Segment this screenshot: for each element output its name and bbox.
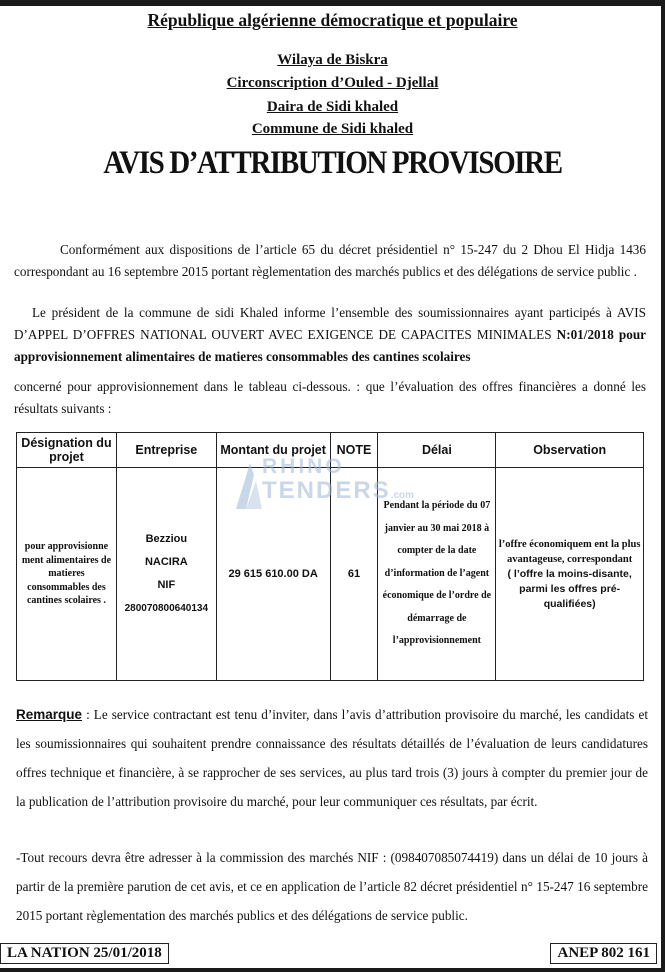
header-montant: Montant du projet [216, 433, 330, 468]
header-delai: Délai [378, 433, 496, 468]
announcement-paragraph [14, 302, 646, 368]
commune-heading: Commune de Sidi khaled [251, 121, 414, 137]
anep-reference: ANEP 802 161 [550, 943, 657, 964]
entreprise-nif-label: NIF [157, 579, 176, 591]
cell-delai: Pendant la période du 07 janvier au 30 mai 2018 à compter de la date d’information de l’agent économique de l’ordre de démarrage de l’approvisionnement [378, 468, 496, 681]
cell-note: 61 [330, 468, 378, 681]
header-note: NOTE [330, 433, 378, 468]
entreprise-nif: 280070800640134 [124, 603, 209, 614]
remarque-paragraph [16, 700, 648, 816]
watermark-suffix: .com [390, 490, 415, 501]
notice-title: AVIS D’ATTRIBUTION PROVISOIRE [103, 145, 562, 181]
cell-montant: 29 615 610.00 DA [216, 468, 330, 681]
results-intro-paragraph: concerné pour approvisionnement dans le tableau ci-dessous. : que l’évaluation des offres financières a donné les résultats suivants : [14, 379, 646, 416]
newspaper-date: LA NATION 25/01/2018 [0, 943, 169, 964]
table-header-row [17, 433, 644, 468]
recours-paragraph: -Tout recours devra être adresser à la commission des marchés NIF : (098407085074419) dans un délai de 10 jours à partir de la première parution de cet avis, et ce en application de l’article 82 décret présidentiel n° 15-247 16 septembre 2015 portant règlementation des marchés publics et des délégations de service public. [16, 850, 648, 923]
right-border [661, 0, 665, 972]
announcement-text: Le président de la commune de sidi Khaled informe l’ensemble des soumissionnaires ayant participés à AVIS D’APPEL D’OFFRES NATIONAL OUVERT AVEC EXIGENCE DE CAPACITES MINIMALES [14, 305, 646, 342]
header-observation: Observation [496, 433, 644, 468]
legal-basis-paragraph: Conformément aux dispositions de l’article 65 du décret présidentiel n° 15-247 du 2 Dhou El Hidja 1436 correspondant au 16 septembre 2015 portant règlementation des marchés publics et des délégations de service public . [14, 242, 646, 279]
cell-observation [496, 468, 644, 681]
circonscription-heading: Circonscription d’Ouled - Djellal [226, 75, 439, 91]
table-row [17, 468, 644, 681]
cell-entreprise [116, 468, 216, 681]
tender-reference: N:01/2018 pour approvisionnement alimentaires de matieres consommables des cantines scolaires [14, 327, 647, 364]
wilaya-heading: Wilaya de Biskra [277, 52, 388, 68]
remarque-text: : Le service contractant est tenu d’inviter, dans l’avis d’attribution provisoire du marché, les candidats et les soumissionnaires qui souhaitent prendre connaissance des résultats détaillés de l’évaluation de leurs candidatures offres technique et financière, à se rapprocher de ses services, au plus tard trois (3) jours à compter du premier jour de la publication de l’attribution provisoire du marché, pour leur communiquer ces résultats, par écrit. [16, 707, 648, 809]
entreprise-name: Bezziou [145, 533, 188, 545]
results-table [16, 432, 644, 681]
entreprise-firstname: NACIRA [144, 556, 188, 568]
republic-heading: République algérienne démocratique et populaire [147, 10, 518, 30]
remarque-label: Remarque [16, 707, 83, 722]
watermark-brand: TENDERS [262, 477, 391, 504]
header-designation: Désignation du projet [17, 433, 117, 468]
watermark-line1: RHINO [262, 455, 345, 478]
header-entreprise: Entreprise [116, 433, 216, 468]
cell-designation: pour approvisionne ment alimentaires de matieres consommables des cantines scolaires . [17, 468, 117, 681]
observation-text: l’offre économiquem ent la plus avantageuse, correspondant [498, 538, 641, 565]
bottom-border [0, 968, 665, 972]
observation-note: ( l’offre la moins-disante, parmi les offres pré-qualifiées) [507, 567, 632, 610]
daira-heading: Daira de Sidi khaled [266, 99, 399, 115]
top-border [0, 0, 665, 6]
